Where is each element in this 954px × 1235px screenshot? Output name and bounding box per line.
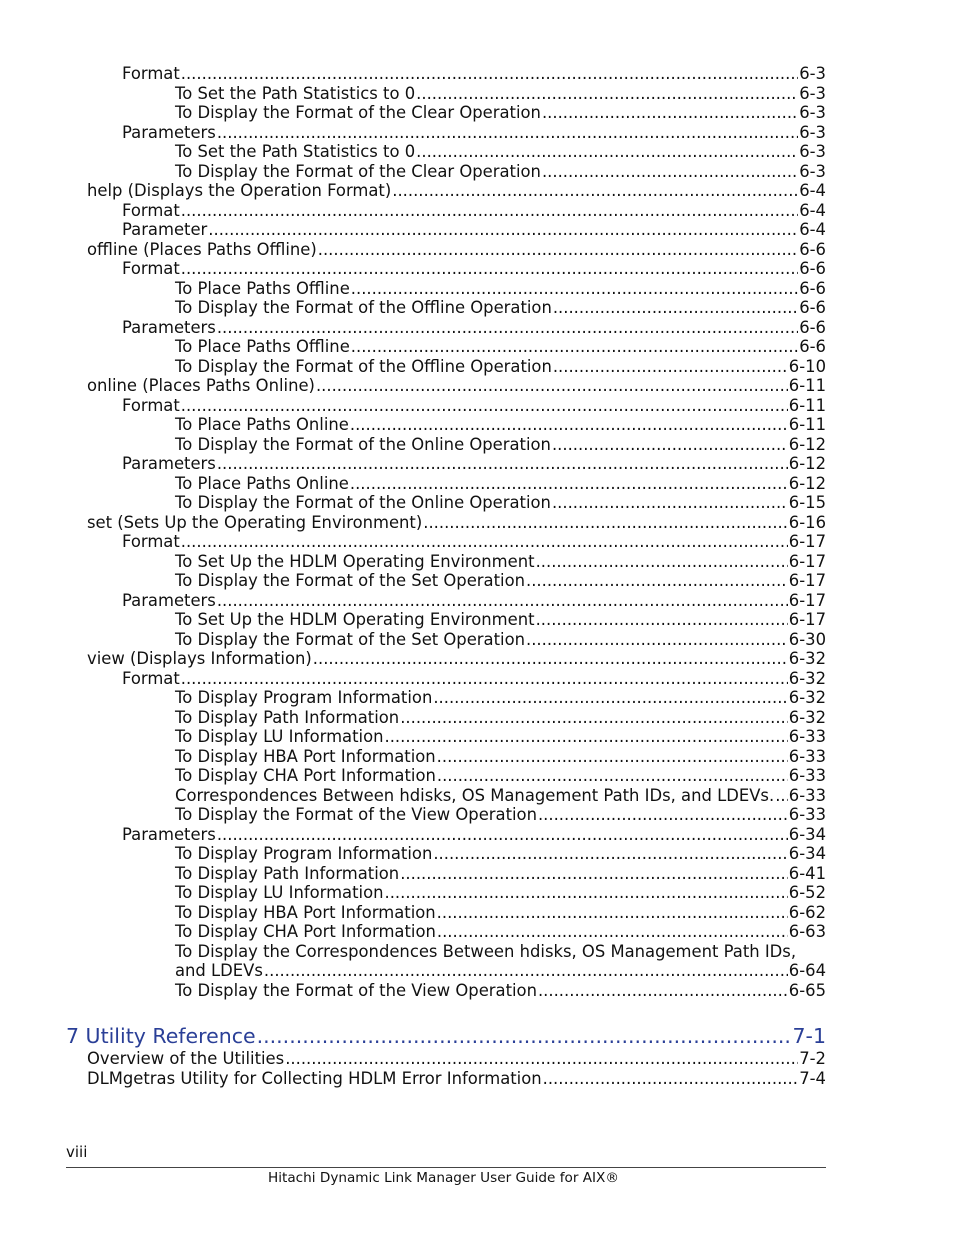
toc-entry[interactable] bbox=[66, 961, 826, 981]
toc-entry[interactable] bbox=[66, 64, 826, 84]
toc-entry[interactable] bbox=[66, 493, 826, 513]
toc-entry[interactable] bbox=[66, 103, 826, 123]
toc-entry-page: 6-6 bbox=[799, 337, 826, 356]
toc-entry-page: 6-62 bbox=[788, 902, 826, 922]
toc-entry[interactable] bbox=[66, 669, 826, 689]
toc-entry[interactable] bbox=[66, 883, 826, 903]
toc-entry-label: help (Displays the Operation Format) bbox=[87, 181, 392, 200]
toc-entry[interactable] bbox=[66, 922, 826, 942]
toc-entry-page: 6-17 bbox=[788, 532, 826, 551]
toc-leader-dots bbox=[536, 610, 788, 630]
toc-leader-dots bbox=[423, 513, 788, 533]
toc-entry-page: 6-3 bbox=[799, 161, 826, 181]
toc-entry[interactable] bbox=[66, 123, 826, 143]
toc-leader-dots bbox=[181, 64, 798, 84]
toc-leader-dots bbox=[437, 766, 788, 786]
toc-entry[interactable] bbox=[66, 396, 826, 416]
toc-entry-page: 6-17 bbox=[788, 590, 826, 610]
toc-leader-dots bbox=[181, 669, 788, 689]
toc-entry-page: 6-3 bbox=[799, 64, 826, 83]
toc-leader-dots bbox=[553, 357, 788, 377]
toc-entry-page: 6-32 bbox=[788, 707, 826, 727]
toc-entry-page: 6-33 bbox=[788, 746, 826, 766]
toc-entry-label: To Display the Format of the Clear Operation bbox=[175, 103, 541, 122]
toc-entry-label: Parameters bbox=[122, 824, 216, 844]
toc-leader-dots bbox=[318, 240, 798, 260]
toc-entry-label: To Place Paths Offline bbox=[175, 278, 350, 298]
toc-entry-page: 6-10 bbox=[788, 356, 826, 376]
toc-entry[interactable] bbox=[66, 591, 826, 611]
toc-entry-label: and LDEVs bbox=[175, 961, 263, 980]
toc-leader-dots bbox=[542, 162, 798, 182]
toc-leader-dots bbox=[217, 318, 798, 338]
document-title: Hitachi Dynamic Link Manager User Guide for AIX® bbox=[268, 1170, 619, 1186]
toc-leader-dots bbox=[552, 435, 788, 455]
toc-entry-page: 7-1 bbox=[792, 1024, 826, 1048]
toc-entry[interactable] bbox=[66, 298, 826, 318]
toc-leader-dots bbox=[217, 454, 788, 474]
toc-entry-label: To Display the Format of the Clear Operation bbox=[175, 161, 541, 181]
toc-entry-label: Parameters bbox=[122, 122, 216, 142]
toc-entry[interactable] bbox=[66, 903, 826, 923]
toc-entry-label: To Display Path Information bbox=[175, 863, 400, 883]
toc-entry-label: view (Displays Information) bbox=[87, 649, 312, 668]
toc-entry-page: 6-12 bbox=[788, 434, 826, 454]
toc-leader-dots bbox=[437, 903, 788, 923]
toc-entry-label: To Display HBA Port Information bbox=[175, 746, 436, 766]
toc-entry-label: To Display CHA Port Information bbox=[175, 922, 436, 941]
toc-leader-dots bbox=[526, 630, 788, 650]
toc-entry-label: Format bbox=[122, 395, 180, 415]
toc-entry[interactable] bbox=[66, 747, 826, 767]
toc-entry-label: To Display Path Information bbox=[175, 707, 400, 727]
toc-leader-dots bbox=[181, 396, 788, 416]
toc-entry-page: 6-15 bbox=[788, 493, 826, 512]
toc-entry[interactable] bbox=[66, 786, 826, 806]
toc-entry-page: 7-4 bbox=[799, 1068, 826, 1088]
toc-entry-page: 6-33 bbox=[788, 766, 826, 785]
toc-entry-page: 6-17 bbox=[788, 551, 826, 571]
toc-entry[interactable] bbox=[66, 454, 826, 474]
toc-chapter-entry[interactable] bbox=[66, 1023, 826, 1049]
toc-entry-label: 7 Utility Reference bbox=[66, 1024, 256, 1048]
toc-leader-dots bbox=[316, 376, 788, 396]
toc-leader-dots bbox=[313, 649, 788, 669]
toc-entry-page: 6-65 bbox=[788, 980, 826, 1000]
toc-entry[interactable] bbox=[66, 688, 826, 708]
toc-leader-dots bbox=[351, 279, 798, 299]
toc-entry[interactable] bbox=[66, 571, 826, 591]
toc-entry-page: 7-2 bbox=[799, 1049, 826, 1068]
toc-entry[interactable] bbox=[66, 1049, 826, 1069]
toc-entry-label: To Display the Format of the Online Operation bbox=[175, 434, 551, 454]
toc-entry-label: To Display HBA Port Information bbox=[175, 902, 436, 922]
toc-entry[interactable] bbox=[66, 337, 826, 357]
toc-entry-label: DLMgetras Utility for Collecting HDLM Error Information bbox=[87, 1068, 542, 1088]
toc-entry[interactable] bbox=[66, 376, 826, 396]
toc-leader-dots bbox=[264, 961, 788, 981]
toc-entry-page: 6-6 bbox=[799, 278, 826, 298]
toc-entry-page: 6-64 bbox=[788, 961, 826, 980]
toc-leader-dots bbox=[385, 727, 788, 747]
toc-entry-label: To Display Program Information bbox=[175, 688, 433, 707]
toc-leader-dots bbox=[536, 552, 788, 572]
toc-entry[interactable] bbox=[66, 357, 826, 377]
toc-leader-dots bbox=[437, 922, 788, 942]
toc-leader-dots bbox=[217, 123, 798, 143]
toc-entry-label: online (Places Paths Online) bbox=[87, 376, 315, 395]
toc-entry-label: Parameters bbox=[122, 317, 216, 337]
toc-leader-dots bbox=[542, 103, 798, 123]
toc-entry[interactable] bbox=[66, 279, 826, 299]
toc-entry[interactable] bbox=[66, 727, 826, 747]
toc-entry-page: 6-32 bbox=[788, 668, 826, 688]
toc-entry-label: To Display the Correspondences Between hdisks, OS Management Path IDs, bbox=[175, 941, 797, 961]
toc-entry-page: 6-12 bbox=[788, 473, 826, 493]
toc-entry-label: To Display the Format of the Set Operation bbox=[175, 571, 525, 590]
page-number: viii bbox=[66, 1143, 88, 1161]
toc-entry-page: 6-52 bbox=[788, 883, 826, 902]
toc-entry-label: To Display the Format of the Offline Operation bbox=[175, 298, 552, 317]
toc-entry-page: 6-33 bbox=[788, 805, 826, 824]
toc-leader-dots bbox=[775, 786, 788, 806]
toc-entry[interactable] bbox=[66, 649, 826, 669]
toc-entry-label: Format bbox=[122, 668, 180, 688]
toc-entry-page: 6-6 bbox=[799, 317, 826, 337]
toc-entry-page: 6-6 bbox=[799, 298, 826, 317]
toc-entry[interactable] bbox=[66, 532, 826, 552]
toc-entry[interactable] bbox=[66, 142, 826, 162]
toc-entry-page: 6-33 bbox=[788, 727, 826, 746]
toc-entry-label: Parameters bbox=[122, 590, 216, 610]
toc-entry-label: To Set the Path Statistics to 0 bbox=[175, 142, 416, 161]
toc-leader-dots bbox=[400, 864, 788, 884]
toc-entry-page: 6-3 bbox=[799, 103, 826, 122]
toc-leader-dots bbox=[181, 532, 788, 552]
toc-leader-dots bbox=[208, 220, 798, 240]
toc-leader-dots bbox=[538, 805, 788, 825]
toc-entry-label: To Place Paths Online bbox=[175, 415, 349, 434]
toc-entry-page: 6-4 bbox=[799, 200, 826, 220]
toc-entry-page: 6-17 bbox=[788, 571, 826, 590]
toc-leader-dots bbox=[351, 337, 798, 357]
toc-entry[interactable] bbox=[66, 864, 826, 884]
toc-leader-dots bbox=[181, 201, 798, 221]
toc-leader-dots bbox=[217, 825, 788, 845]
toc-entry-page: 6-11 bbox=[788, 395, 826, 415]
toc-entry-label: Format bbox=[122, 532, 180, 551]
toc-entry-label: To Place Paths Online bbox=[175, 473, 349, 493]
toc-leader-dots bbox=[526, 571, 788, 591]
toc-entry[interactable] bbox=[66, 240, 826, 260]
toc-entry-label: Parameters bbox=[122, 454, 216, 473]
toc-entry-page: 6-63 bbox=[788, 922, 826, 941]
toc-leader-dots bbox=[181, 259, 798, 279]
table-of-contents bbox=[66, 64, 826, 1088]
toc-entry[interactable] bbox=[66, 610, 826, 630]
toc-leader-dots bbox=[217, 591, 788, 611]
toc-entry-page: 6-3 bbox=[799, 142, 826, 161]
toc-entry-label: To Display the Format of the View Operation bbox=[175, 980, 537, 1000]
toc-entry[interactable] bbox=[66, 981, 826, 1001]
toc-entry-page: 6-12 bbox=[788, 454, 826, 473]
toc-leader-dots bbox=[257, 1023, 792, 1049]
toc-entry-page: 6-3 bbox=[799, 122, 826, 142]
toc-entry-page: 6-16 bbox=[788, 512, 826, 532]
toc-entry[interactable] bbox=[66, 766, 826, 786]
toc-entry[interactable] bbox=[66, 708, 826, 728]
toc-entry-label: Parameter bbox=[122, 220, 208, 239]
toc-entry[interactable] bbox=[66, 201, 826, 221]
toc-entry-page: 6-34 bbox=[788, 844, 826, 863]
toc-entry-label: Format bbox=[122, 259, 180, 278]
toc-entry[interactable] bbox=[66, 805, 826, 825]
toc-leader-dots bbox=[350, 474, 788, 494]
toc-entry[interactable] bbox=[66, 415, 826, 435]
toc-leader-dots bbox=[392, 181, 798, 201]
toc-entry[interactable] bbox=[66, 513, 826, 533]
toc-leader-dots bbox=[433, 688, 787, 708]
toc-entry-page: 6-33 bbox=[788, 785, 826, 805]
toc-entry-page: 6-41 bbox=[788, 863, 826, 883]
toc-entry-page: 6-6 bbox=[799, 259, 826, 278]
toc-leader-dots bbox=[350, 415, 788, 435]
toc-leader-dots bbox=[416, 142, 798, 162]
toc-entry-label: To Display LU Information bbox=[175, 883, 384, 902]
toc-entry[interactable] bbox=[66, 181, 826, 201]
toc-entry[interactable] bbox=[66, 474, 826, 494]
toc-entry[interactable] bbox=[66, 844, 826, 864]
toc-entry-label: To Display LU Information bbox=[175, 727, 384, 746]
toc-leader-dots bbox=[552, 493, 788, 513]
toc-entry-label: To Display the Format of the Offline Operation bbox=[175, 356, 552, 376]
toc-entry-label: To Display the Format of the Online Operation bbox=[175, 493, 551, 512]
toc-entry-label: offline (Places Paths Offline) bbox=[87, 239, 317, 259]
toc-entry[interactable] bbox=[66, 318, 826, 338]
toc-entry-label: To Display CHA Port Information bbox=[175, 766, 436, 785]
toc-entry-label: To Display Program Information bbox=[175, 844, 433, 863]
toc-entry-page: 6-3 bbox=[799, 83, 826, 103]
toc-entry[interactable] bbox=[66, 220, 826, 240]
toc-leader-dots bbox=[416, 84, 798, 104]
toc-entry[interactable] bbox=[66, 259, 826, 279]
toc-entry-page: 6-11 bbox=[788, 376, 826, 395]
toc-entry[interactable] bbox=[66, 552, 826, 572]
toc-entry-label: set (Sets Up the Operating Environment) bbox=[87, 512, 423, 532]
toc-leader-dots bbox=[285, 1049, 798, 1069]
toc-entry[interactable] bbox=[66, 825, 826, 845]
toc-leader-dots bbox=[400, 708, 788, 728]
toc-leader-dots bbox=[433, 844, 787, 864]
toc-leader-dots bbox=[543, 1069, 799, 1089]
toc-entry-page: 6-4 bbox=[799, 220, 826, 239]
toc-leader-dots bbox=[538, 981, 788, 1001]
toc-entry-page: 6-6 bbox=[799, 239, 826, 259]
footer-divider bbox=[66, 1167, 826, 1168]
toc-entry-label: Format bbox=[122, 200, 180, 220]
toc-entry[interactable] bbox=[66, 435, 826, 455]
toc-entry[interactable] bbox=[66, 84, 826, 104]
toc-entry-label: To Display the Format of the View Operation bbox=[175, 805, 537, 824]
toc-entry-label: To Set Up the HDLM Operating Environment bbox=[175, 551, 535, 571]
toc-entry-page: 6-30 bbox=[788, 629, 826, 649]
toc-entry-label: Format bbox=[122, 64, 180, 83]
toc-entry-page: 6-34 bbox=[788, 824, 826, 844]
toc-entry-label: To Display the Format of the Set Operation bbox=[175, 629, 525, 649]
toc-entry[interactable] bbox=[66, 942, 826, 962]
toc-entry[interactable] bbox=[66, 630, 826, 650]
toc-entry-label: Correspondences Between hdisks, OS Management Path IDs, and LDEVs. bbox=[175, 785, 775, 805]
toc-entry-page: 6-32 bbox=[788, 688, 826, 707]
toc-entry-label: To Set Up the HDLM Operating Environment bbox=[175, 610, 535, 629]
toc-entry-label: To Set the Path Statistics to 0 bbox=[175, 83, 416, 103]
toc-entry-page: 6-11 bbox=[788, 415, 826, 434]
toc-entry-page: 6-4 bbox=[799, 181, 826, 200]
toc-entry-page: 6-32 bbox=[788, 649, 826, 668]
toc-entry-label: To Place Paths Offline bbox=[175, 337, 350, 356]
toc-entry[interactable] bbox=[66, 162, 826, 182]
toc-leader-dots bbox=[385, 883, 788, 903]
toc-leader-dots bbox=[553, 298, 798, 318]
toc-entry[interactable] bbox=[66, 1069, 826, 1089]
toc-entry-label: Overview of the Utilities bbox=[87, 1049, 285, 1068]
toc-leader-dots bbox=[437, 747, 788, 767]
toc-entry-page: 6-17 bbox=[788, 610, 826, 629]
